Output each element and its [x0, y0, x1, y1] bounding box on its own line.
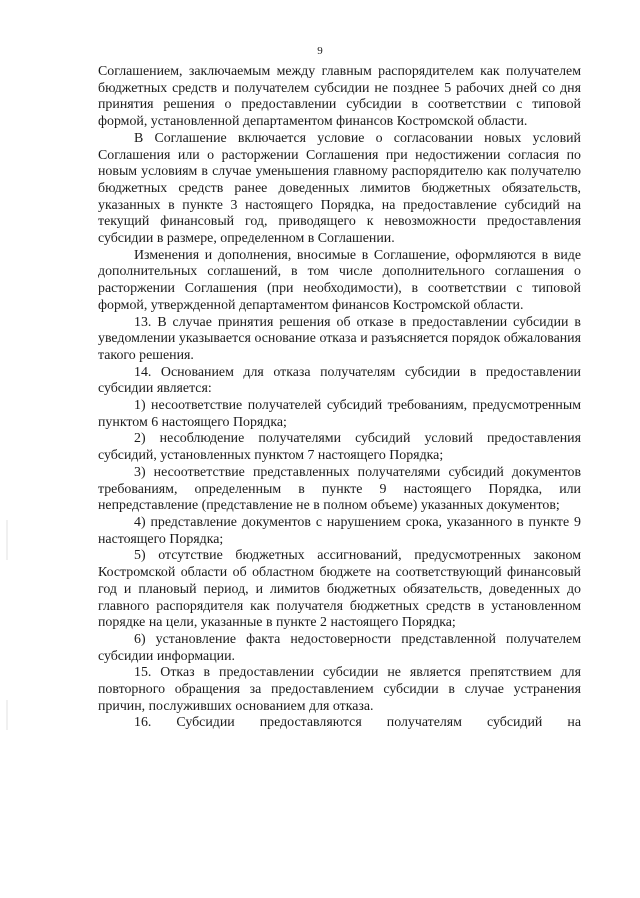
paragraph-item-13: 13. В случае принятия решения об отказе в предоставлении субсидии в уведомлении указывается основание отказа и разъясняется порядок обжалования такого решения.: [98, 314, 581, 363]
list-item: 1) несоответствие получателей субсидий требованиям, предусмотренным пунктом 6 настоящего Порядка;: [98, 398, 581, 430]
page-number: 9: [317, 45, 323, 57]
list-item: 3) несоответствие представленных получателями субсидий документов требованиям, определенным в пункте 9 настоящего Порядка, или непредставление (представление не в полном объеме) указанных документов;: [98, 464, 581, 514]
paragraph: В Соглашение включается условие о согласовании новых условий Соглашения или о расторжении Соглашения при недостижении согласия по новым условиям в случае уменьшения главному распорядителю как получателю бюджетных средств ранее доведенных лимитов бюджетных обязательств, указанных в пункте 3 настоящего Порядка, на предоставление субсидий на текущий финансовый год, приводящего к невозможности предоставления субсидии в размере, определенном в Соглашении.: [98, 130, 581, 247]
document-body: [98, 64, 581, 732]
list-item: 5) отсутствие бюджетных ассигнований, предусмотренных законом Костромской области об областном бюджете на соответствующий финансовый год и плановый период, и лимитов бюджетных обязательств, доведенных до главного распорядителя как получателя бюджетных средств в установленном порядке на цели, указанные в пункте 2 настоящего Порядка;: [98, 548, 581, 631]
scan-margin-mark: [6, 520, 8, 560]
scan-margin-mark: [6, 700, 8, 730]
list-item: 2) несоблюдение получателями субсидий условий предоставления субсидий, установленных пунктом 7 настоящего Порядка;: [98, 431, 581, 464]
list-item: 4) представление документов с нарушением срока, указанного в пункте 9 настоящего Порядка;: [98, 514, 581, 547]
paragraph: Соглашением, заключаемым между главным распорядителем как получателем бюджетных средств и получателем субсидии не позднее 5 рабочих дней со дня принятия решения о предоставлении субсидии в соответствии с типовой формой, установленной департаментом финансов Костромской области.: [98, 64, 581, 130]
paragraph-item-15: 15. Отказ в предоставлении субсидии не является препятствием для повторного обращения за предоставлением субсидии в случае устранения причин, послуживших основанием для отказа.: [98, 665, 581, 714]
paragraph-item-16: 16. Субсидии предоставляются получателям субсидий на: [134, 715, 581, 731]
paragraph-item-14: 14. Основанием для отказа получателям субсидии в предоставлении субсидии является:: [98, 364, 581, 397]
list-item: 6) установление факта недостоверности представленной получателем субсидии информации.: [98, 631, 581, 664]
paragraph: Изменения и дополнения, вносимые в Соглашение, оформляются в виде дополнительных соглашений, в том числе дополнительного соглашения о расторжении Соглашения (при необходимости), в соответствии с типовой формой, утвержденной департаментом финансов Костромской области.: [98, 247, 581, 313]
